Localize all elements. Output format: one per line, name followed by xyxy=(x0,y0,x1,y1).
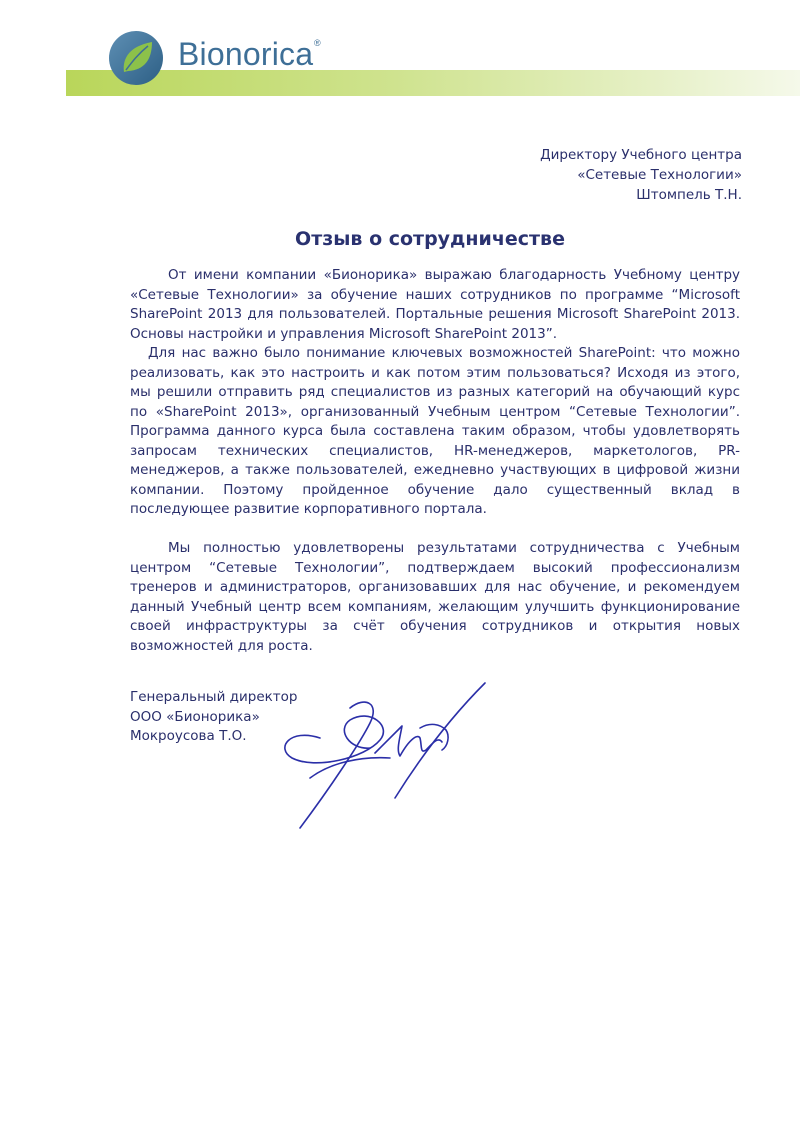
addressee-line: «Сетевые Технологии» xyxy=(577,167,742,183)
letter-body xyxy=(130,266,740,656)
addressee-line: Директору Учебного центра xyxy=(540,147,742,163)
brand-logo-text: Bionorica xyxy=(178,36,314,72)
addressee-line: Штомпель Т.Н. xyxy=(636,187,742,203)
paragraph: От имени компании «Бионорика» выражаю благодарность Учебному центру «Сетевые Технологии» за обучение наших сотрудников по программе “Microsoft SharePoint 2013 для пользователей. Портальные решения Microsoft SharePoint 2013. Основы настройки и управления Microsoft SharePoint 2013”. xyxy=(130,267,740,342)
signatory-name: Мокроусова Т.О. xyxy=(130,728,247,744)
signatory-position: Генеральный директор xyxy=(130,689,298,705)
leaf-icon xyxy=(108,30,164,86)
paragraph: Мы полностью удовлетворены результатами сотрудничества с Учебным центром “Сетевые Технологии”, подтверждаем высокий профессионализм тренеров и администраторов, организовавших для нас обучение, и рекомендуем данный Учебный центр всем компаниям, желающим улучшить функционирование своей инфраструктуры за счёт обучения сотрудников и открытия новых возможностей для роста. xyxy=(130,540,740,654)
addressee-block xyxy=(442,145,742,205)
signatory-company: ООО «Бионорика» xyxy=(130,708,260,725)
letter-title: Отзыв о сотрудничестве xyxy=(295,228,565,250)
header-band xyxy=(66,70,800,96)
registered-mark: ® xyxy=(314,38,321,48)
paragraph: Для нас важно было понимание ключевых возможностей SharePoint: что можно реализовать, как это настроить и как потом этим пользоваться? Исходя из этого, мы решили отправить ряд специалистов из разных категорий на обучающий курс по «SharePoint 2013», организованный Учебным центром “Сетевые Технологии”. Программа данного курса была составлена таким образом, чтобы удовлетворять запросам технических специалистов, HR-менеджеров, маркетологов, PR-менеджеров, а также пользователей, ежедневно участвующих в цифровой жизни компании. Поэтому пройденное обучение дало существенный вклад в последующее развитие корпоративного портала. xyxy=(130,345,740,517)
handwritten-signature xyxy=(270,678,510,838)
